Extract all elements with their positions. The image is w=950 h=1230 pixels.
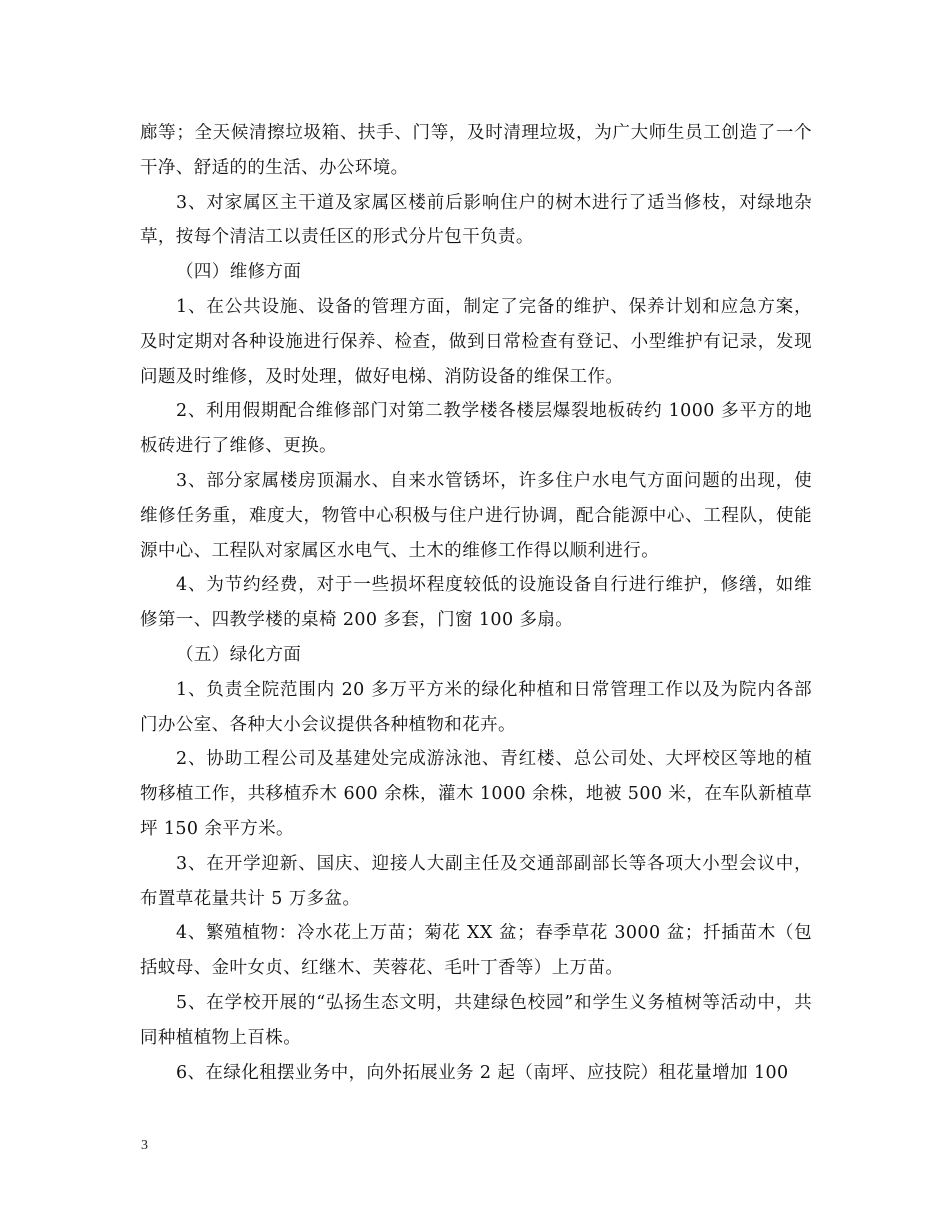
page-number: 3 [141,1138,148,1153]
paragraph-item: 4、繁殖植物：冷水花上万苗；菊花 XX 盆；春季草花 3000 盆；扦插苗木（包括蚊母、金叶女贞、红继木、芙蓉花、毛叶丁香等）上万苗。 [140,923,812,979]
section-heading-greening: （五）绿化方面 [176,644,302,665]
paragraph-item: 1、在公共设施、设备的管理方面，制定了完备的维护、保养计划和应急方案，及时定期对各种设施进行保养、检查，做到日常检查有登记、小型维护有记录，发现问题及时维修，及时处理，做好电梯、消防设备的维保工作。 [140,296,812,387]
paragraph-item: 2、利用假期配合维修部门对第二教学楼各楼层爆裂地板砖约 1000 多平方的地板砖进行了维修、更换。 [140,401,812,457]
paragraph-item: 3、部分家属楼房顶漏水、自来水管锈坏，许多住户水电气方面问题的出现，使维修任务重，难度大，物管中心积极与住户进行协调，配合能源中心、工程队，使能源中心、工程队对家属区水电气、土木的维修工作得以顺利进行。 [140,470,812,561]
paragraph-item: 3、对家属区主干道及家属区楼前后影响住户的树木进行了适当修枝，对绿地杂草，按每个清洁工以责任区的形式分片包干负责。 [140,192,812,248]
paragraph-item: 6、在绿化租摆业务中，向外拓展业务 2 起（南坪、应技院）租花量增加 100 [176,1062,789,1083]
paragraph-continuation: 廊等；全天候清擦垃圾箱、扶手、门等，及时清理垃圾，为广大师生员工创造了一个干净、舒适的的生活、办公环境。 [140,123,812,178]
body-text [140,116,812,1090]
paragraph-item: 1、负责全院范围内 20 多万平方米的绿化种植和日常管理工作以及为院内各部门办公室、各种大小会议提供各种植物和花卉。 [140,679,812,735]
paragraph-item: 2、协助工程公司及基建处完成游泳池、青红楼、总公司处、大坪校区等地的植物移植工作，共移植乔木 600 余株，灌木 1000 余株，地被 500 米，在车队新植草坪 150 余平方米。 [140,749,812,839]
paragraph-item: 4、为节约经费，对于一些损坏程度较低的设施设备自行进行维护，修缮，如维修第一、四教学楼的桌椅 200 多套，门窗 100 多扇。 [140,575,812,631]
section-heading-maintenance: （四）维修方面 [176,262,302,283]
paragraph-item: 3、在开学迎新、国庆、迎接人大副主任及交通部副部长等各项大小型会议中，布置草花量共计 5 万多盆。 [140,853,812,909]
paragraph-item: 5、在学校开展的“弘扬生态文明，共建绿色校园”和学生义务植树等活动中，共同种植植物上百株。 [140,992,812,1048]
